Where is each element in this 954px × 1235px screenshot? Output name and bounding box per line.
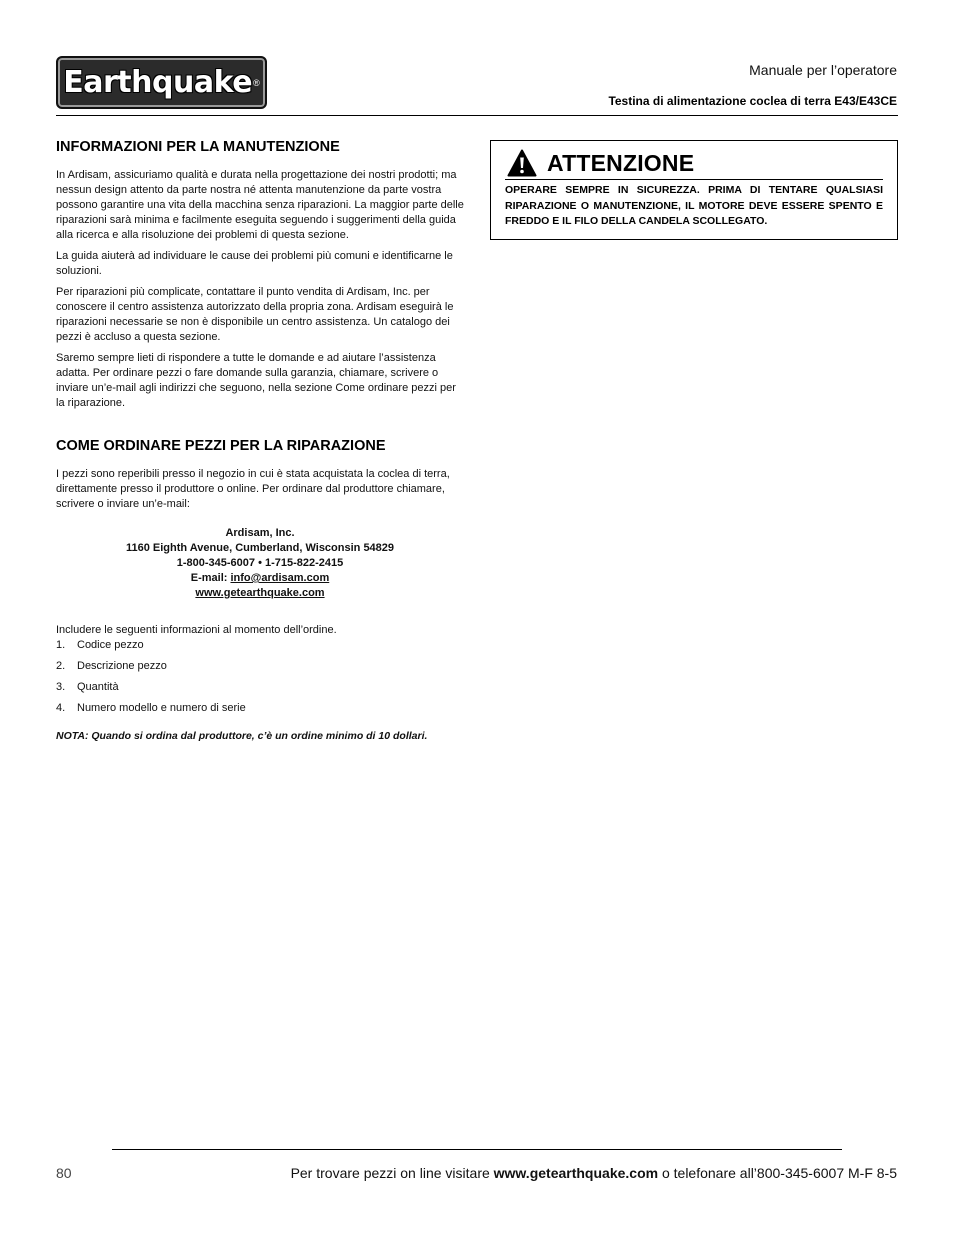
- warning-box: [490, 140, 898, 240]
- address-block: [56, 526, 464, 601]
- footer-divider: [112, 1149, 842, 1150]
- email-label: E-mail:: [190, 572, 231, 584]
- warning-header: [491, 141, 897, 179]
- email-link[interactable]: info@ardisam.com: [230, 572, 330, 584]
- warning-title: ATTENZIONE: [547, 149, 695, 176]
- address-phones: 1-800-345-6007 • 1-715-822-2415: [176, 557, 344, 569]
- maintenance-title: INFORMAZIONI PER LA MANUTENZIONE: [56, 139, 340, 155]
- warning-triangle-icon: [507, 149, 537, 177]
- minimum-order-note: NOTA: Quando si ordina dal produttore, c’è un ordine minimo di 10 dollari.: [56, 730, 428, 742]
- footer-text-after: o telefonare all’800-345-6007 M-F 8-5: [658, 1165, 897, 1181]
- list-item: [56, 638, 464, 653]
- address-company: Ardisam, Inc.: [225, 527, 295, 539]
- list-item-number: 3.: [56, 681, 66, 693]
- list-item-number: 2.: [56, 660, 66, 672]
- address-email-line: [56, 571, 464, 586]
- logo-registered-mark: ®: [253, 77, 260, 88]
- list-item: [56, 680, 464, 695]
- list-item: [56, 659, 464, 674]
- list-item-text: Codice pezzo: [77, 639, 144, 651]
- maintenance-paragraph-3: Per riparazioni più complicate, contattare il punto vendita di Ardisam, Inc. per conoscere il centro assistenza autorizzato della propria zona. Ardisam eseguirà le riparazioni necessarie se non è disponibile un centro assistenza. Un catalogo dei pezzi è accluso a questa sezione.: [56, 286, 454, 343]
- header-divider: [56, 115, 898, 116]
- address-street: 1160 Eighth Avenue, Cumberland, Wisconsin 54829: [125, 542, 395, 554]
- maintenance-paragraph-2: La guida aiuterà ad individuare le cause dei problemi più comuni e identificarne le soluzioni.: [56, 250, 453, 277]
- list-item-text: Numero modello e numero di serie: [77, 702, 246, 714]
- order-info-list: [56, 638, 464, 716]
- footer-text-before: Per trovare pezzi on line visitare: [290, 1165, 494, 1181]
- left-column: [56, 138, 464, 744]
- maintenance-paragraph-1: In Ardisam, assicuriamo qualità e durata nella progettazione dei nostri prodotti; ma nessun design attento da parte nostra né attenta manutenzione da parte vostra possono garantire una vita della macchina senza riparazioni. La maggior parte delle riparazioni sarà minima e facilmente eseguita seguendo i suggerimenti della guida alla ricerca e alla risoluzione dei problemi di questa sezione.: [56, 169, 464, 241]
- footer-website-link[interactable]: www.getearthquake.com: [493, 1165, 659, 1181]
- ordering-intro: I pezzi sono reperibili presso il negozio in cui è stata acquistata la coclea di terra, direttamente presso il produttore o online. Per ordinare dal produttore chiamare, scrivere o inviare un’e-mail:: [56, 468, 450, 510]
- earthquake-logo: [56, 56, 267, 109]
- list-item-text: Quantità: [77, 681, 119, 693]
- list-item-number: 1.: [56, 639, 66, 651]
- ordering-title: COME ORDINARE PEZZI PER LA RIPARAZIONE: [56, 438, 386, 454]
- list-item: [56, 701, 464, 716]
- manual-label: Manuale per l’operatore: [749, 62, 897, 78]
- include-info-text: Includere le seguenti informazioni al momento dell’ordine.: [56, 624, 337, 636]
- logo-text: Earthquake: [63, 65, 253, 100]
- website-link[interactable]: www.getearthquake.com: [195, 587, 325, 599]
- list-item-number: 4.: [56, 702, 66, 714]
- list-item-text: Descrizione pezzo: [77, 660, 167, 672]
- page-number: 80: [56, 1165, 72, 1181]
- product-title: Testina di alimentazione coclea di terra E43/E43CE: [608, 94, 897, 108]
- warning-text: OPERARE SEMPRE IN SICUREZZA. PRIMA DI TENTARE QUALSIASI RIPARAZIONE O MANUTENZIONE, IL MOTORE DEVE ESSERE SPENTO E FREDDO E IL FILO DELLA CANDELA SCOLLEGATO.: [505, 184, 883, 227]
- maintenance-paragraph-4: Saremo sempre lieti di rispondere a tutte le domande e ad aiutare l’assistenza adatta. Per ordinare pezzi o fare domande sulla garanzia, chiamare, scrivere o inviare un’e-mail agli indirizzi che seguono, nella sezione Come ordinare pezzi per la riparazione.: [56, 352, 456, 409]
- footer-text: [291, 1165, 897, 1181]
